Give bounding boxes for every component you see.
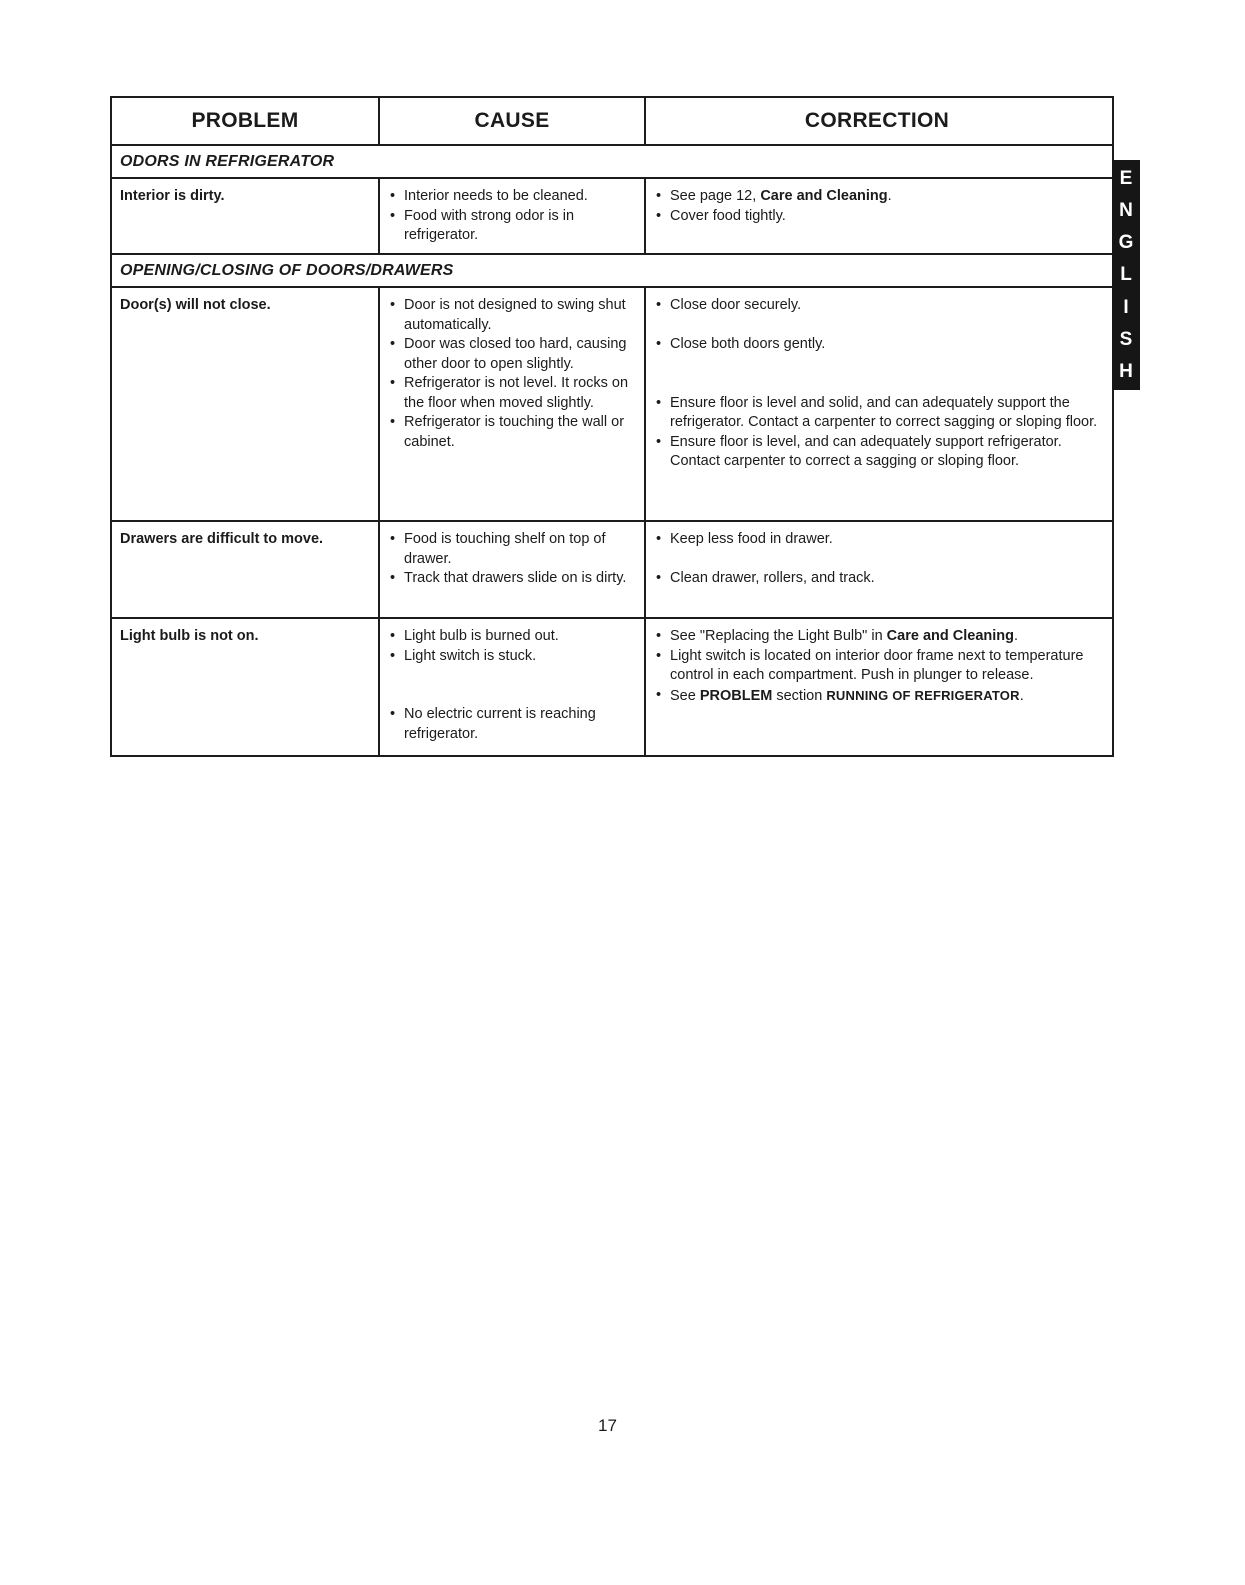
cause-item: • Food with strong odor is in refrigerator. (388, 207, 636, 246)
cause-cell (378, 522, 644, 617)
problem-text: Interior is dirty. (120, 188, 225, 204)
cause-item: • Light switch is stuck. (388, 647, 636, 667)
correction-text: See "Replacing the Light Bulb" in (670, 628, 887, 644)
table-row (112, 179, 1112, 255)
correction-item: • Ensure floor is level and solid, and can adequately support the refrigerator. Contact a carpenter to correct sagging or sloping floor. (654, 394, 1100, 433)
correction-text: . (887, 188, 892, 204)
correction-item (654, 627, 1100, 647)
correction-text: . (1019, 687, 1024, 704)
problem-text: Door(s) will not close. (120, 297, 271, 313)
troubleshooting-table (110, 96, 1114, 757)
language-tab-english (1112, 160, 1140, 390)
problem-text: Light bulb is not on. (120, 628, 259, 644)
tab-letter: L (1120, 264, 1132, 286)
header-problem: PROBLEM (191, 109, 299, 132)
tab-letter: I (1123, 296, 1129, 318)
tab-letter: G (1118, 232, 1134, 254)
correction-emphasis: PROBLEM (699, 687, 773, 704)
cause-item: • No electric current is reaching refrigerator. (388, 705, 636, 744)
correction-item (654, 187, 1100, 207)
correction-item: • Close door securely. (654, 296, 1100, 316)
correction-item: • Close both doors gently. (654, 335, 1100, 355)
correction-emphasis: Care and Cleaning (760, 188, 888, 204)
cause-item: • Door is not designed to swing shut automatically. (388, 296, 636, 335)
cause-item: • Food is touching shelf on top of drawer. (388, 530, 636, 569)
correction-text: . (1013, 628, 1019, 644)
correction-cell (644, 179, 1108, 253)
correction-text: See page 12, (670, 188, 761, 204)
correction-item: • Light switch is located on interior door frame next to temperature control in each compartment. Push in plunger to release. (654, 647, 1100, 686)
cause-item: • Track that drawers slide on is dirty. (388, 569, 636, 589)
correction-item: • Clean drawer, rollers, and track. (654, 569, 1100, 589)
cause-item: • Refrigerator is touching the wall or cabinet. (388, 413, 636, 452)
correction-text: See (670, 687, 700, 704)
correction-item: • Keep less food in drawer. (654, 530, 1100, 550)
tab-letter: N (1119, 199, 1133, 221)
header-correction: CORRECTION (644, 98, 1108, 144)
correction-cell (644, 522, 1108, 617)
page-number: 17 (598, 1416, 617, 1435)
tab-letter: S (1119, 329, 1133, 351)
correction-item: • Cover food tightly. (654, 207, 1100, 227)
cause-item: • Light bulb is burned out. (388, 627, 636, 647)
correction-text: section (772, 687, 827, 704)
cause-item: • Interior needs to be cleaned. (388, 187, 636, 207)
cause-cell (378, 619, 644, 755)
tab-letter: E (1119, 167, 1133, 189)
correction-reference: RUNNING OF REFRIGERATOR (826, 687, 1020, 703)
section-title-odors: ODORS IN REFRIGERATOR (112, 146, 1112, 179)
cause-cell (378, 179, 644, 253)
correction-item: • Ensure floor is level, and can adequately support refrigerator. Contact carpenter to correct a sagging or sloping floor. (654, 433, 1100, 472)
tab-letter: H (1119, 361, 1133, 383)
cause-item: • Door was closed too hard, causing other door to open slightly. (388, 335, 636, 374)
problem-text: Drawers are difficult to move. (120, 531, 324, 547)
cause-item: • Refrigerator is not level. It rocks on the floor when moved slightly. (388, 374, 636, 413)
table-row (112, 522, 1112, 619)
cause-cell (378, 288, 644, 520)
table-row (112, 288, 1112, 522)
header-cause: CAUSE (378, 98, 644, 144)
correction-cell (644, 288, 1108, 520)
table-header (112, 98, 1112, 146)
section-title-doors: OPENING/CLOSING OF DOORS/DRAWERS (112, 255, 1112, 288)
correction-emphasis: Care and Cleaning (886, 628, 1014, 644)
correction-item (654, 686, 1100, 707)
table-row (112, 619, 1112, 757)
correction-cell (644, 619, 1108, 755)
